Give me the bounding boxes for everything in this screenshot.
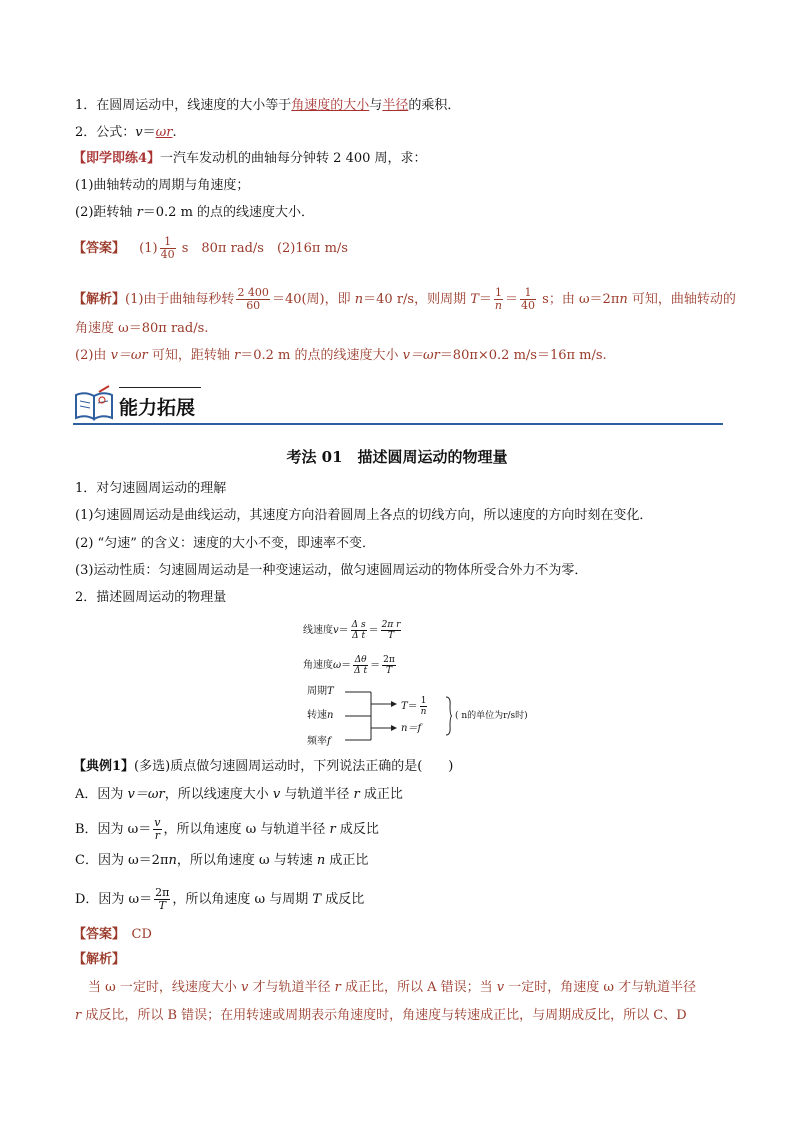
fraction: $\frac{1}{40}$	[521, 286, 536, 312]
practice-analysis-1	[73, 287, 736, 312]
option-d	[75, 887, 364, 912]
symbol: n	[327, 710, 334, 721]
formula: ωr	[155, 125, 173, 140]
answer-value: CD	[118, 927, 152, 942]
text: 才与轨道半径	[248, 980, 335, 995]
practice-analysis-2: 角速度 ω＝80π rad/s.	[75, 321, 209, 336]
example-tag: 【典例1】	[73, 759, 135, 774]
text: 1．在圆周运动中，线速度的大小等于	[75, 98, 292, 113]
text: 当 ω 一定时，线速度大小	[75, 980, 241, 995]
symbol: r	[234, 348, 241, 363]
text: (多选)质点做匀速圆周运动时，下列说法正确的是( )	[134, 759, 454, 774]
text: ＝40 r/s，则周期	[363, 292, 471, 307]
section-title: 考法 01 描述圆周运动的物理量	[286, 448, 508, 466]
right-brace	[445, 696, 453, 736]
practice-part-2	[75, 203, 314, 223]
relation-arrows	[343, 682, 443, 762]
banner-rule	[73, 423, 723, 425]
fraction: $\frac{1}{n}$	[420, 696, 427, 717]
text: 与轨道半径	[280, 787, 354, 802]
banner-overline	[119, 387, 201, 388]
section-item-2: 2．描述圆周运动的物理量	[75, 590, 227, 605]
frequency-label	[307, 735, 331, 749]
angular-velocity-formula: 角速度ω＝ $\frac{\Delta\theta}{\text{Δ t}}$ ＝ $\frac{2\pi}{T}$	[303, 655, 395, 676]
symbol: v	[496, 980, 505, 995]
text: 2．公式：	[75, 125, 136, 140]
text: 可知，曲轴转动的	[627, 292, 736, 307]
symbol: ω	[333, 660, 342, 671]
practice-question	[73, 149, 427, 169]
symbol: r	[353, 787, 360, 802]
option-a	[75, 785, 403, 805]
fraction: $\frac{1}{40}$	[160, 235, 175, 261]
text: 成正比，所以 A 错误；当	[340, 980, 497, 995]
text: ＝0.2 m 的点的线速度大小	[240, 348, 403, 363]
unit-note: ( n的单位为r/s时)	[455, 711, 528, 721]
symbol: n	[168, 853, 177, 868]
practice-part-1: (1)曲轴转动的周期与角速度；	[75, 178, 250, 193]
symbol: n	[619, 292, 628, 307]
underlined-term: 角速度的大小	[291, 98, 370, 113]
section-item-1c: (3)运动性质：匀速圆周运动是一种变速运动，做匀速圆周运动的物体所受合外力不为零．	[75, 563, 588, 578]
symbol: r	[334, 980, 341, 995]
section-item-1b: (2) “匀速” 的含义：速度的大小不变，即速率不变．	[75, 536, 375, 551]
text: ＝0.2 m 的点的线速度大小．	[142, 205, 315, 220]
text: ，所以角速度 ω 与转速	[176, 853, 317, 868]
label: 角速度	[303, 660, 333, 671]
text: ，所以角速度 ω 与轨道半径	[163, 822, 330, 837]
symbol: f	[327, 736, 331, 747]
text: 成反比	[335, 822, 379, 837]
symbol: r	[75, 1008, 82, 1023]
symbol: r	[329, 822, 336, 837]
text: 成反比	[321, 892, 365, 907]
text: ＝	[142, 125, 156, 140]
fraction: $\frac{2 400}{60}$	[237, 286, 269, 312]
section-item-1a: (1)匀速圆周运动是曲线运动，其速度方向沿着圆周上各点的切线方向，所以速度的方向时刻在变化．	[75, 508, 653, 523]
option-b	[75, 817, 379, 842]
symbol: n	[316, 853, 326, 868]
answer-tag: 【答案】	[73, 927, 119, 942]
text: 成反比，所以 B 错误；在用转速或周期表示角速度时，角速度与转速成正比，与周期成反比，所以 C、D	[81, 1008, 687, 1023]
text: ，所以线速度大小	[164, 787, 273, 802]
practice-tag: 【即学即练4】	[73, 151, 161, 166]
label: 转速	[307, 710, 327, 721]
symbol: T	[470, 292, 479, 307]
intro-item-1	[75, 96, 460, 116]
symbol: T	[401, 701, 408, 712]
example-analysis-1	[75, 978, 696, 998]
linear-velocity-formula: 线速度v＝ $\frac{\text{Δ s}}{\text{Δ t}}$ ＝ $\frac{\text{2π r}}{T}$	[303, 620, 401, 641]
text: (2)由	[75, 348, 111, 363]
text: 成正比	[359, 787, 403, 802]
answer-tag: 【答案】	[73, 241, 126, 256]
formula: v＝ωr	[127, 787, 165, 802]
formula: v＝ωr	[110, 348, 148, 363]
text: A．因为	[75, 787, 128, 802]
book-pen-icon	[73, 385, 117, 423]
text: C．因为 ω＝2π	[75, 853, 169, 868]
label: 周期	[307, 686, 327, 697]
text: 成正比	[325, 853, 369, 868]
symbol: r	[136, 205, 143, 220]
text: D．因为 ω＝	[75, 892, 153, 907]
text: 的乘积．	[408, 98, 461, 113]
text: ＝	[505, 292, 519, 307]
text: 一汽车发动机的曲轴每分钟转 2 400 周，求：	[160, 151, 427, 166]
analysis-tag: 【解析】	[73, 292, 126, 307]
speed-frequency-relation: n＝f	[401, 723, 422, 734]
quantities-diagram	[303, 612, 543, 762]
practice-analysis-3	[75, 346, 607, 366]
text: 一定时，角速度 ω 才与轨道半径	[504, 980, 697, 995]
symbol: T	[327, 686, 334, 697]
period-speed-relation: T＝ $\frac{1}{n}$	[401, 696, 427, 717]
fraction: $\frac{2\pi}{T}$	[383, 655, 395, 676]
symbol: v	[272, 787, 281, 802]
fraction: $\frac{1}{n}$	[494, 286, 502, 312]
section-item-1: 1．对匀速圆周运动的理解	[75, 481, 227, 496]
underlined-term: 半径	[382, 98, 409, 113]
fraction: $\frac{\Delta\theta}{\text{Δ t}}$	[354, 655, 368, 676]
text: ＝80π×0.2 m/s＝16π m/s.	[439, 348, 607, 363]
text: B．因为 ω＝	[75, 822, 152, 837]
section-banner	[73, 383, 723, 425]
symbol: T	[312, 892, 322, 907]
label: 线速度	[303, 625, 333, 636]
symbol: v	[241, 980, 249, 995]
text: (2)距转轴	[75, 205, 137, 220]
symbol: v	[135, 125, 143, 140]
fraction: $\frac{v}{r}$	[154, 816, 161, 842]
analysis-tag: 【解析】	[73, 952, 126, 967]
text: 可知，距转轴	[147, 348, 234, 363]
banner-title: 能力拓展	[119, 397, 196, 419]
text: s；由 ω＝2π	[538, 292, 620, 307]
fraction: $\frac{\text{Δ s}}{\text{Δ t}}$	[351, 620, 366, 641]
example-answer	[73, 925, 152, 945]
example-question	[73, 757, 453, 777]
option-c	[75, 851, 368, 871]
text: (1)由于曲轴每秒转	[125, 292, 235, 307]
symbol: v	[333, 625, 339, 636]
text: s 80π rad/s (2)16π m/s	[177, 241, 348, 256]
intro-item-2	[75, 123, 177, 143]
text: ＝40(周)，即	[271, 292, 355, 307]
rotation-speed-label	[307, 709, 333, 723]
practice-answer	[73, 236, 348, 261]
label: 频率	[307, 736, 327, 747]
text: (1)	[139, 241, 158, 256]
fraction: $\frac{\text{2π r}}{T}$	[381, 620, 401, 641]
text: ，所以角速度 ω 与周期	[172, 892, 313, 907]
fraction: $\frac{2\pi}{T}$	[155, 886, 170, 912]
example-analysis-2	[75, 1006, 687, 1026]
period-label	[307, 685, 334, 699]
text: 与	[369, 98, 383, 113]
formula: v＝ωr	[402, 348, 440, 363]
symbol: n	[354, 292, 364, 307]
text: ＝	[478, 292, 492, 307]
text: .	[172, 125, 177, 140]
